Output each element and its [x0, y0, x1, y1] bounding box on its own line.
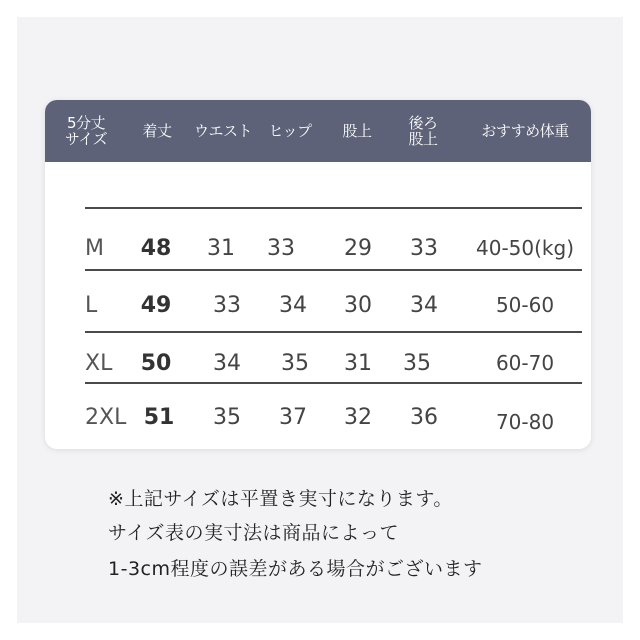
- hip-value: 33: [267, 235, 295, 261]
- header-back-rise-line1: 後ろ: [408, 114, 438, 132]
- row-divider: [85, 382, 582, 384]
- hip-value: 37: [279, 404, 307, 430]
- size-label: L: [85, 292, 98, 318]
- header-size: [57, 100, 115, 162]
- hip-value: 35: [281, 350, 309, 376]
- length-value: 50: [140, 350, 172, 376]
- back-rise-value: 33: [410, 235, 438, 261]
- waist-value: 34: [213, 350, 241, 376]
- weight-value: 70-80: [495, 410, 555, 434]
- hip-value: 34: [279, 292, 307, 318]
- rise-value: 30: [344, 292, 372, 318]
- row-divider: [85, 331, 582, 333]
- rise-value: 29: [344, 235, 372, 261]
- weight-value: 50-60: [495, 293, 555, 317]
- length-value: 49: [140, 292, 172, 318]
- header-size-line2: サイズ: [64, 130, 108, 148]
- header-waist: ウエスト: [193, 121, 252, 140]
- weight-value: 60-70: [495, 351, 555, 375]
- header-hip: ヒップ: [268, 121, 312, 140]
- note-line-1: ※上記サイズは平置き実寸になります。: [108, 488, 453, 510]
- row-divider: [85, 269, 582, 271]
- back-rise-value: 35: [403, 350, 431, 376]
- length-value: 48: [140, 235, 172, 261]
- waist-value: 33: [213, 292, 241, 318]
- waist-value: 31: [207, 235, 235, 261]
- weight-value: 40-50(kg): [476, 236, 574, 260]
- header-length: 着丈: [142, 121, 172, 140]
- rise-value: 31: [344, 350, 372, 376]
- row-divider: [85, 207, 582, 209]
- note-line-2: サイズ表の実寸法は商品によって: [108, 522, 399, 544]
- waist-value: 35: [213, 404, 241, 430]
- size-label: 2XL: [85, 404, 127, 430]
- header-rise: 股上: [342, 121, 372, 140]
- header-back-rise-line2: 股上: [408, 130, 438, 148]
- header-size-line1: 5分丈: [66, 114, 106, 132]
- table-header: [45, 100, 591, 162]
- header-back-rise: [400, 100, 446, 162]
- size-label: M: [85, 235, 104, 261]
- size-label: XL: [85, 350, 113, 376]
- back-rise-value: 36: [410, 404, 438, 430]
- length-value: 51: [143, 404, 175, 430]
- rise-value: 32: [344, 404, 372, 430]
- note-line-3: 1-3cm程度の誤差がある場合がございます: [108, 558, 483, 580]
- size-chart-card: [45, 100, 591, 449]
- header-weight: おすすめ体重: [481, 121, 569, 140]
- back-rise-value: 34: [410, 292, 438, 318]
